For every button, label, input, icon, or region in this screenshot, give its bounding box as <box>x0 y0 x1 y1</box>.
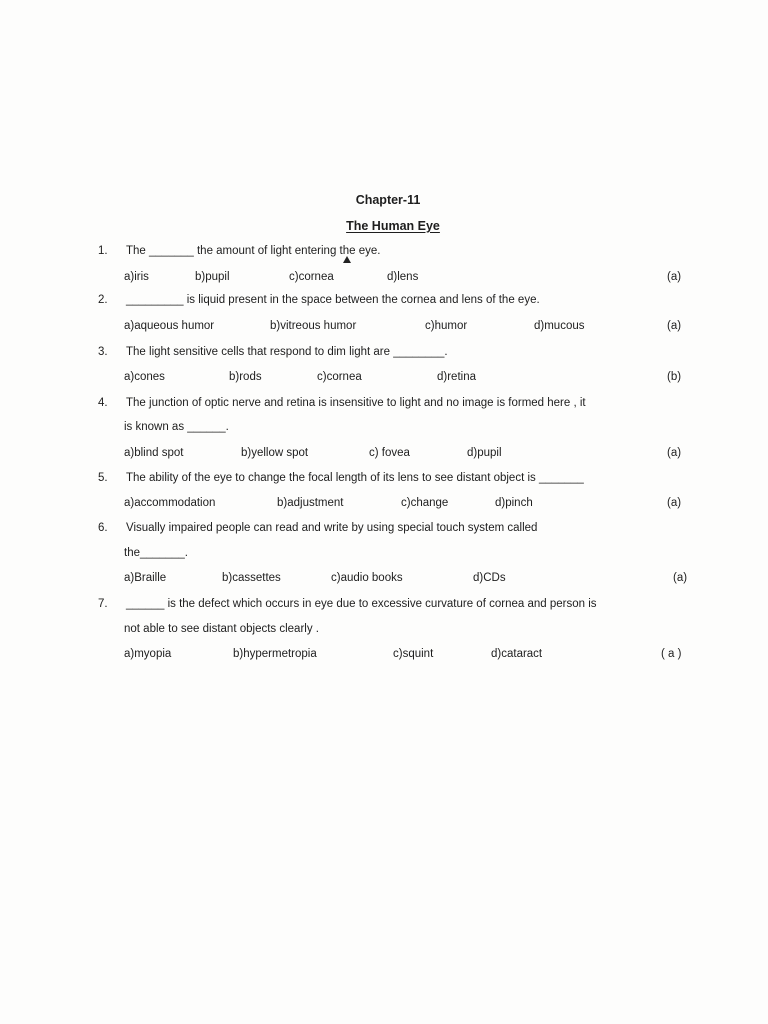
question-4-option-a: a)blind spot <box>124 447 184 459</box>
mouse-cursor-icon <box>343 256 351 263</box>
question-1-answer: (a) <box>667 271 682 283</box>
question-1-option-c: c)cornea <box>289 271 334 283</box>
question-3-option-a: a)cones <box>124 371 165 383</box>
question-3-number: 3. <box>98 346 108 358</box>
question-5-option-c: c)change <box>401 497 449 509</box>
question-4-number: 4. <box>98 397 108 409</box>
question-4-answer: (a) <box>667 447 682 459</box>
question-3-answer: (b) <box>667 371 682 383</box>
question-2-option-b: b)vitreous humor <box>270 320 357 332</box>
question-2-option-c: c)humor <box>425 320 468 332</box>
question-2-text: _________ is liquid present in the space between the cornea and lens of the eye. <box>126 294 540 306</box>
question-4-option-b: b)yellow spot <box>241 447 309 459</box>
question-1-number: 1. <box>98 245 108 257</box>
chapter-heading: Chapter-11 <box>355 193 421 207</box>
question-5-answer: (a) <box>667 497 682 509</box>
question-7-option-d: d)cataract <box>491 648 543 660</box>
question-7-option-c: c)squint <box>393 648 434 660</box>
question-6-text-line-1: Visually impaired people can read and write by using special touch system called <box>126 522 538 534</box>
question-5-option-d: d)pinch <box>495 497 533 509</box>
question-6-option-b: b)cassettes <box>222 572 281 584</box>
question-6-text-line-2: the_______. <box>124 547 188 559</box>
question-1-option-b: b)pupil <box>195 271 230 283</box>
title-text: The Human Eye <box>346 219 440 233</box>
question-5-option-a: a)accommodation <box>124 497 216 509</box>
question-2-number: 2. <box>98 294 108 306</box>
question-1-option-d: d)lens <box>387 271 419 283</box>
question-6-number: 6. <box>98 522 108 534</box>
question-7-text-line-1: ______ is the defect which occurs in eye due to excessive curvature of cornea and person is <box>126 598 597 610</box>
question-1-option-a: a)iris <box>124 271 149 283</box>
question-5-number: 5. <box>98 472 108 484</box>
question-3-option-d: d)retina <box>437 371 476 383</box>
question-4-text-line-2: is known as ______. <box>124 421 229 433</box>
question-4-option-d: d)pupil <box>467 447 502 459</box>
question-2-answer: (a) <box>667 320 682 332</box>
question-2-option-d: d)mucous <box>534 320 585 332</box>
question-7-number: 7. <box>98 598 108 610</box>
question-7-text-line-2: not able to see distant objects clearly . <box>124 623 319 635</box>
question-6-option-a: a)Braille <box>124 572 167 584</box>
question-3-option-c: c)cornea <box>317 371 362 383</box>
question-3-option-b: b)rods <box>229 371 262 383</box>
question-6-option-c: c)audio books <box>331 572 403 584</box>
question-5-option-b: b)adjustment <box>277 497 344 509</box>
question-4-text-line-1: The junction of optic nerve and retina is insensitive to light and no image is formed here , it <box>126 397 586 409</box>
question-5-text: The ability of the eye to change the focal length of its lens to see distant object is _______ <box>126 472 584 484</box>
question-6-option-d: d)CDs <box>473 572 506 584</box>
page-title <box>0 219 768 233</box>
question-2-option-a: a)aqueous humor <box>124 320 215 332</box>
question-6-answer: (a) <box>673 572 688 584</box>
question-7-option-a: a)myopia <box>124 648 172 660</box>
question-3-text: The light sensitive cells that respond to dim light are ________. <box>126 346 448 358</box>
question-1-text: The _______ the amount of light entering the eye. <box>126 245 381 257</box>
question-7-option-b: b)hypermetropia <box>233 648 317 660</box>
question-7-answer: ( a ) <box>661 648 682 660</box>
question-4-option-c: c) fovea <box>369 447 410 459</box>
